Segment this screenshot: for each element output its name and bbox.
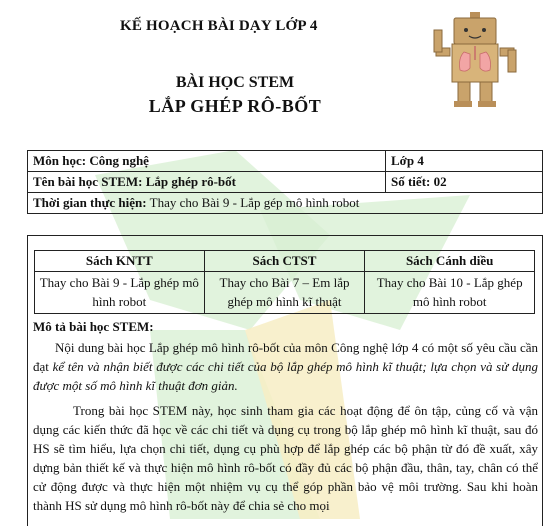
time-label: Thời gian thực hiện: bbox=[33, 195, 147, 210]
table-row bbox=[35, 272, 535, 314]
robot-foot-left bbox=[454, 101, 472, 107]
textbook-table bbox=[34, 250, 535, 314]
header-kntt: Sách KNTT bbox=[35, 251, 205, 272]
robot-arm-left-up bbox=[434, 30, 442, 52]
description-paragraph-1 bbox=[33, 338, 538, 395]
info-row-lesson bbox=[28, 172, 542, 193]
time-value: Thay cho Bài 9 - Lắp gép mô hình robot bbox=[149, 195, 360, 210]
info-row-subject bbox=[28, 151, 542, 172]
subject-value: Công nghệ bbox=[89, 153, 149, 168]
lesson-label: Tên bài học STEM: bbox=[33, 174, 143, 189]
description-p1-italic: kể tên và nhận biết được các chi tiết của bộ lắp ghép mô hình kĩ thuật; lựa chọn và sử dụng được một số mô hình kĩ thuật đơn giản. bbox=[33, 359, 538, 393]
time-cell bbox=[28, 193, 542, 213]
cell-canh-dieu: Thay cho Bài 10 - Lắp ghép mô hình robot bbox=[365, 272, 535, 314]
robot-illustration bbox=[430, 10, 520, 108]
robot-foot-right bbox=[478, 101, 496, 107]
lesson-value: Lắp ghép rô-bốt bbox=[145, 174, 236, 189]
robot-arm-right-down bbox=[508, 50, 516, 72]
lesson-content-frame bbox=[27, 235, 543, 526]
robot-leg-left bbox=[458, 82, 470, 102]
periods-label: Số tiết: bbox=[391, 174, 431, 189]
lesson-info-table bbox=[27, 150, 543, 214]
subject-label: Môn học: bbox=[33, 153, 87, 168]
periods-value: 02 bbox=[433, 174, 447, 189]
info-row-time bbox=[28, 193, 542, 214]
description-p1-normal: Nội dung bài học Lắp ghép mô hình rô-bốt của môn Công nghệ lớp 4 có một số yêu cầu cần đạt bbox=[33, 340, 538, 374]
textbook-header-row bbox=[35, 251, 535, 272]
cell-ctst: Thay cho Bài 7 – Em lắp ghép mô hình kĩ thuật bbox=[204, 272, 365, 314]
header-canh-dieu: Sách Cánh diều bbox=[365, 251, 535, 272]
plan-title: KẾ HOẠCH BÀI DẠY LỚP 4 bbox=[120, 18, 318, 34]
grade-cell: Lớp 4 bbox=[391, 153, 424, 168]
description-paragraph-2: Trong bài học STEM này, học sinh tham gia các hoạt động để ôn tập, củng cố và vận dụng các kiến thức đã học về các chi tiết và dụng cụ trong bộ lắp ghép mô hình kĩ thuật, sau đó HS sẽ tìm hiểu, lựa chọn chi tiết, dụng cụ phù hợp để lắp ghép các bộ phận từ đó đề xuất, xây dựng bản thiết kế và thực hiện mô hình rô-bốt có đầy đủ các bộ phận đầu, thân, tay, chân có thể cử động được và thực hiện một nhiệm vụ cụ thể góp phần bảo vệ môi trường. Sau khi hoàn thành HS sử dụng mô hình rô-bốt này để chia sẻ cho mọi bbox=[33, 403, 538, 513]
robot-head bbox=[454, 18, 496, 44]
description-heading: Mô tả bài học STEM: bbox=[33, 319, 154, 334]
periods-cell bbox=[386, 172, 542, 192]
robot-eye-right bbox=[482, 28, 486, 32]
lesson-name-title: LẮP GHÉP RÔ-BỐT bbox=[148, 96, 322, 116]
cell-kntt: Thay cho Bài 9 - Lắp ghép mô hình robot bbox=[35, 272, 205, 314]
header-ctst: Sách CTST bbox=[204, 251, 365, 272]
subject-cell bbox=[28, 151, 386, 171]
robot-leg-right bbox=[480, 82, 492, 102]
lesson-cell bbox=[28, 172, 386, 192]
lesson-type-title: BÀI HỌC STEM bbox=[175, 74, 295, 91]
robot-eye-left bbox=[464, 28, 468, 32]
